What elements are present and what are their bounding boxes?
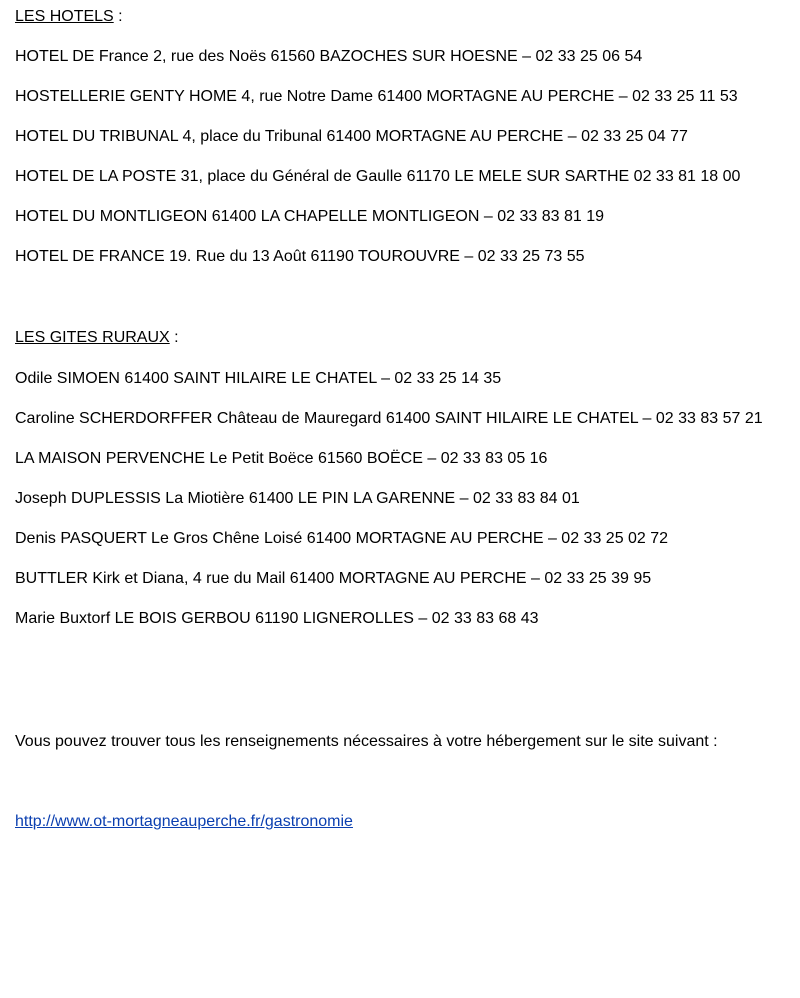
- gite-item: Joseph DUPLESSIS La Miotière 61400 LE PIN LA GARENNE – 02 33 83 84 01: [15, 490, 580, 507]
- hotel-item: HOTEL DE LA POSTE 31, place du Général de Gaulle 61170 LE MELE SUR SARTHE 02 33 81 18 00: [15, 168, 741, 185]
- hotels-heading-label: LES HOTELS: [15, 8, 114, 25]
- gite-item: Caroline SCHERDORFFER Château de Mauregard 61400 SAINT HILAIRE LE CHATEL – 02 33 83 57 21: [15, 410, 763, 427]
- hotels-heading: [15, 7, 123, 27]
- gites-heading-suffix: :: [169, 329, 179, 346]
- hotel-item: HOTEL DE FRANCE 19. Rue du 13 Août 61190 TOUROUVRE – 02 33 25 73 55: [15, 248, 585, 265]
- gite-item: LA MAISON PERVENCHE Le Petit Boëce 61560 BOËCE – 02 33 83 05 16: [15, 450, 548, 467]
- gite-item: Odile SIMOEN 61400 SAINT HILAIRE LE CHATEL – 02 33 25 14 35: [15, 370, 502, 387]
- website-link[interactable]: http://www.ot-mortagneauperche.fr/gastronomie: [15, 813, 353, 830]
- hotels-heading-suffix: :: [113, 8, 123, 25]
- hotel-item: HOTEL DU TRIBUNAL 4, place du Tribunal 61400 MORTAGNE AU PERCHE – 02 33 25 04 77: [15, 128, 688, 145]
- website-link-row: [15, 812, 353, 832]
- gite-item: BUTTLER Kirk et Diana, 4 rue du Mail 61400 MORTAGNE AU PERCHE – 02 33 25 39 95: [15, 570, 652, 587]
- gite-item: Marie Buxtorf LE BOIS GERBOU 61190 LIGNEROLLES – 02 33 83 68 43: [15, 610, 539, 627]
- gites-heading: [15, 328, 179, 348]
- hotel-item: HOTEL DE France 2, rue des Noës 61560 BAZOCHES SUR HOESNE – 02 33 25 06 54: [15, 48, 643, 65]
- gites-heading-label: LES GITES RURAUX: [15, 329, 170, 346]
- gite-item: Denis PASQUERT Le Gros Chêne Loisé 61400 MORTAGNE AU PERCHE – 02 33 25 02 72: [15, 530, 669, 547]
- hotel-item: HOTEL DU MONTLIGEON 61400 LA CHAPELLE MONTLIGEON – 02 33 83 81 19: [15, 208, 604, 225]
- hotel-item: HOSTELLERIE GENTY HOME 4, rue Notre Dame 61400 MORTAGNE AU PERCHE – 02 33 25 11 53: [15, 88, 738, 105]
- info-text: Vous pouvez trouver tous les renseignements nécessaires à votre hébergement sur le site suivant :: [15, 733, 718, 750]
